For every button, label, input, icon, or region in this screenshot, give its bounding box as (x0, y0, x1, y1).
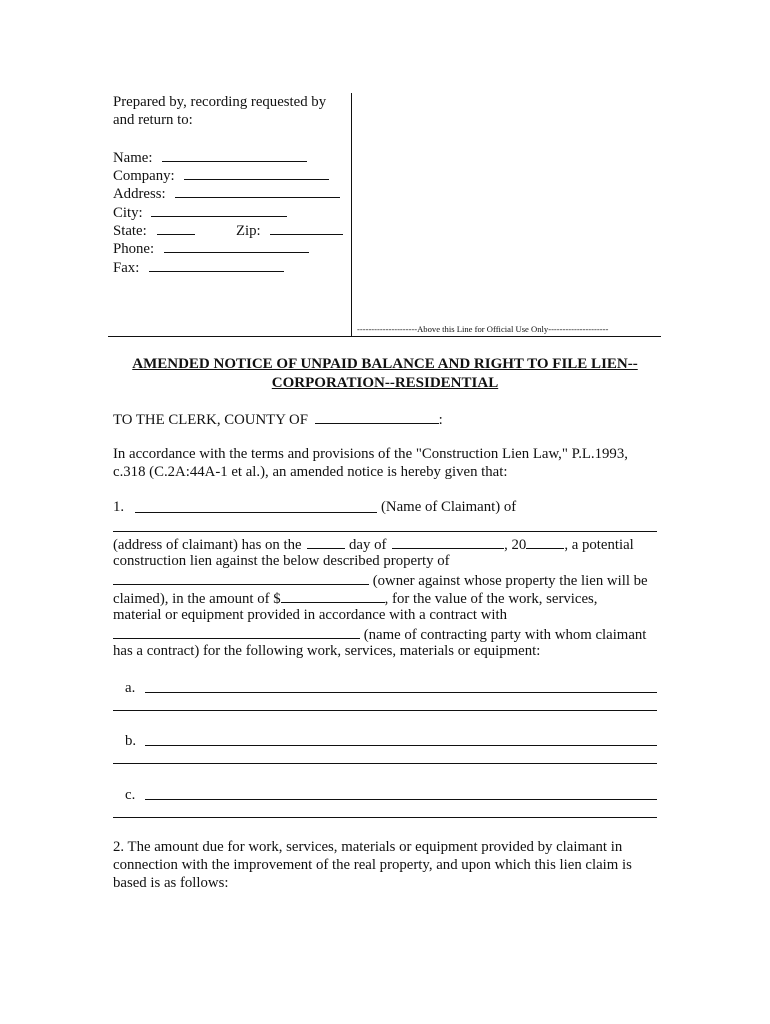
state-label: State: (113, 223, 147, 239)
fax-blank[interactable] (149, 257, 284, 272)
clerk-prefix: TO THE CLERK, COUNTY OF (113, 412, 308, 428)
year-prefix-text: , 20 (504, 537, 527, 553)
name-of-claimant-label: (Name of Claimant) of (381, 499, 517, 515)
item-c-label: c. (125, 787, 136, 803)
phone-field-row (113, 238, 309, 258)
item-a-line2[interactable] (113, 710, 657, 711)
claimant-name-blank[interactable] (135, 498, 377, 513)
potential-text: , a potential (564, 537, 634, 553)
company-blank[interactable] (184, 165, 329, 180)
section1-line5 (113, 588, 598, 608)
intro-line2: c.318 (C.2A:44A-1 et al.), an amended notice is hereby given that: (113, 464, 508, 480)
official-use-note: ---------------------Above this Line for Official Use Only--------------------- (357, 324, 609, 334)
fax-label: Fax: (113, 260, 140, 276)
claimant-address-line[interactable] (113, 531, 657, 532)
claimed-amount-text: claimed), in the amount of $ (113, 591, 281, 607)
section1-line3: construction lien against the below described property of (113, 553, 450, 569)
return-to-label: and return to: (113, 112, 193, 128)
month-blank[interactable] (392, 534, 504, 549)
value-of-work-text: , for the value of the work, services, (384, 591, 598, 607)
item-c-line1[interactable] (145, 799, 657, 800)
owner-text: (owner against whose property the lien will be (372, 573, 648, 589)
section1-line4 (113, 570, 648, 590)
state-blank[interactable] (157, 220, 195, 235)
address-blank[interactable] (175, 183, 340, 198)
fax-field-row (113, 257, 284, 277)
document-title-line2: CORPORATION--RESIDENTIAL (271, 375, 499, 391)
address-of-claimant-text: (address of claimant) has on the (113, 537, 302, 553)
item-b-line1[interactable] (145, 745, 657, 746)
year-blank[interactable] (526, 534, 564, 549)
company-field-row (113, 165, 329, 185)
amount-blank[interactable] (281, 588, 385, 603)
section1-number: 1. (113, 499, 125, 515)
company-label: Company: (113, 168, 175, 184)
zip-blank[interactable] (270, 220, 343, 235)
day-blank[interactable] (307, 534, 345, 549)
contracting-party-text: (name of contracting party with whom claimant (363, 627, 647, 643)
zip-field-row (236, 220, 343, 240)
section1-line2 (113, 534, 634, 554)
section2-line1: 2. The amount due for work, services, materials or equipment provided by claimant in (113, 839, 623, 855)
section1-line6: material or equipment provided in accordance with a contract with (113, 607, 508, 623)
section1-line8: has a contract) for the following work, services, materials or equipment: (113, 643, 541, 659)
name-blank[interactable] (162, 147, 307, 162)
document-title-line1: AMENDED NOTICE OF UNPAID BALANCE AND RIGHT TO FILE LIEN-- (132, 356, 638, 372)
prepared-by-label: Prepared by, recording requested by (113, 94, 327, 110)
county-blank[interactable] (315, 409, 439, 424)
item-a-line1[interactable] (145, 692, 657, 693)
clerk-line (113, 409, 443, 429)
name-label: Name: (113, 150, 153, 166)
state-field-row (113, 220, 195, 240)
zip-label: Zip: (236, 223, 261, 239)
contracting-party-blank[interactable] (113, 624, 360, 639)
section2-line2: connection with the improvement of the real property, and upon which this lien claim is (113, 857, 632, 873)
address-label: Address: (113, 186, 166, 202)
phone-blank[interactable] (164, 238, 309, 253)
owner-blank[interactable] (113, 570, 369, 585)
city-field-row (113, 202, 287, 222)
item-c-line2[interactable] (113, 817, 657, 818)
header-vertical-divider (351, 93, 352, 337)
section2-line3: based is as follows: (113, 875, 229, 891)
intro-line1: In accordance with the terms and provisions of the "Construction Lien Law," P.L.1993, (113, 446, 628, 462)
phone-label: Phone: (113, 241, 155, 257)
item-a-label: a. (125, 680, 136, 696)
item-b-label: b. (125, 733, 137, 749)
city-blank[interactable] (151, 202, 287, 217)
item-b-line2[interactable] (113, 763, 657, 764)
clerk-suffix: : (438, 412, 443, 428)
name-field-row (113, 147, 307, 167)
address-field-row (113, 183, 340, 203)
section1-line7 (113, 624, 646, 644)
city-label: City: (113, 205, 143, 221)
day-of-text: day of (349, 537, 387, 553)
header-horizontal-divider (108, 336, 661, 337)
